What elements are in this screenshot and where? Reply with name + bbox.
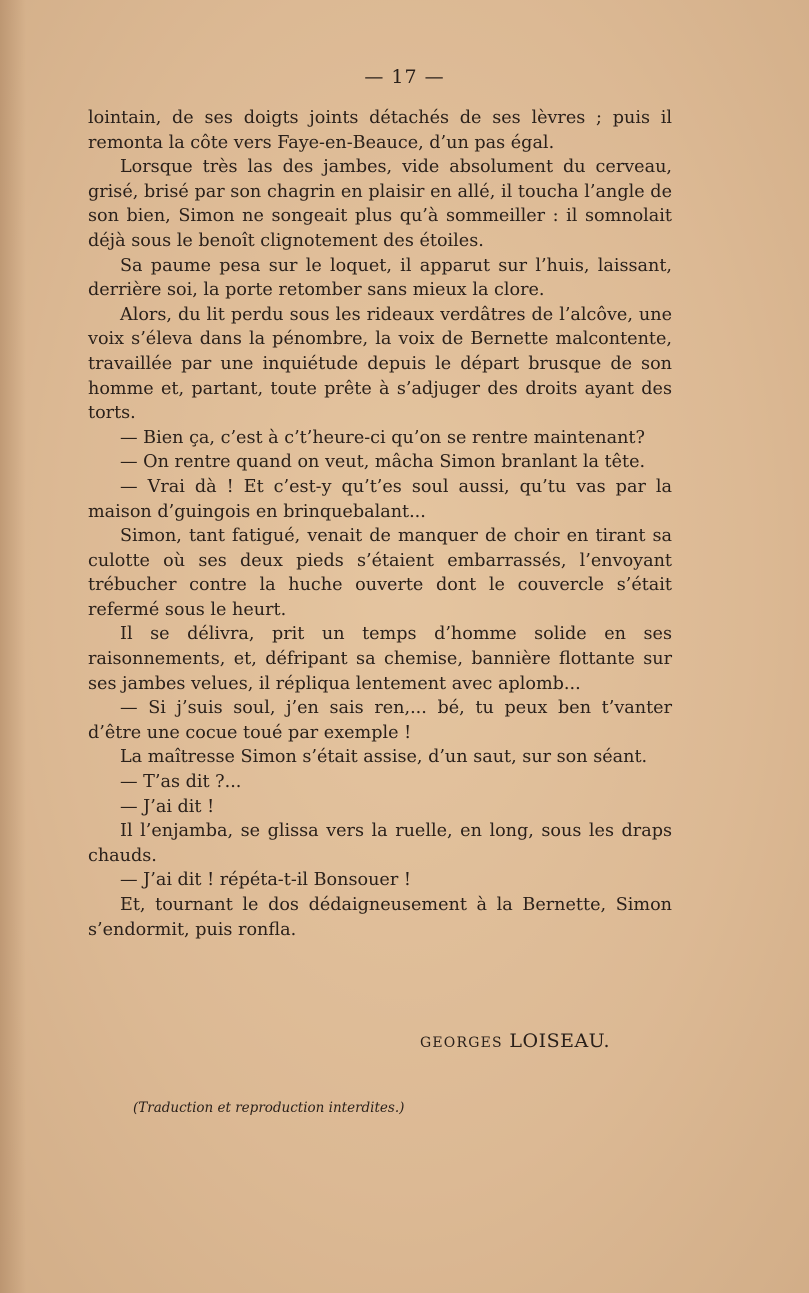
paragraph: Alors, du lit perdu sous les rideaux verdâtres de l’alcôve, une voix s’éleva dans la pénombre, la voix de Bernette malcontente, travaillée par une inquiétude depuis le départ brusque de son homme et, partant, toute prête à s’adjuger des droits ayant des torts.	[88, 304, 672, 424]
author-last-name: LOISEAU.	[509, 1030, 610, 1052]
paragraph: Et, tournant le dos dédaigneusement à la Bernette, Simon s’endormit, puis ronfla.	[88, 895, 672, 940]
dialogue-line: — Bien ça, c’est à c’t’heure-ci qu’on se rentre maintenant?	[120, 427, 645, 448]
dialogue-line: — T’as dit ?...	[120, 772, 242, 793]
dialogue-line: — J’ai dit !	[120, 796, 215, 817]
page-edge-shadow	[0, 0, 26, 1293]
dialogue-line: — Vrai dà ! Et c’est-y qu’t’es soul aussi, qu’tu vas par la maison d’guingois en brinquebalant...	[88, 476, 672, 522]
paragraph: Simon, tant fatigué, venait de manquer de choir en tirant sa culotte où ses deux pieds s’étaient embarrassés, l’envoyant trébucher contre la huche ouverte dont le couvercle s’était refermé sous le heurt.	[88, 526, 672, 620]
author-first-name: GEORGES	[420, 1035, 503, 1051]
dialogue-line: — Si j’suis soul, j’en sais ren,... bé, tu peux ben t’vanter d’être une cocue toué par exemple !	[88, 698, 672, 743]
paragraph: Il se délivra, prit un temps d’homme solide en ses raisonnements, et, défripant sa chemise, bannière flottante sur ses jambes velues, il répliqua lentement avec aplomb...	[88, 624, 672, 694]
paragraph: La maîtresse Simon s’était assise, d’un saut, sur son séant.	[120, 747, 648, 768]
paragraph: Sa paume pesa sur le loquet, il apparut sur l’huis, laissant, derrière soi, la porte retomber sans mieux la clore.	[88, 255, 672, 301]
body-text	[88, 106, 672, 942]
paragraph: lointain, de ses doigts joints détachés de ses lèvres ; puis il remonta la côte vers Faye-en-Beauce, d’un pas égal.	[88, 108, 672, 153]
paragraph: Lorsque très las des jambes, vide absolument du cerveau, grisé, brisé par son chagrin en plaisir en allé, il toucha l’angle de son bien, Simon ne songeait plus qu’à sommeiller : il somnolait déjà sous le benoît clignotement des étoiles.	[88, 157, 672, 251]
dialogue-line: — J’ai dit ! répéta-t-il Bonsouer !	[120, 870, 411, 891]
rights-note: (Traduction et reproduction interdites.)	[133, 1100, 405, 1116]
author-signature	[420, 1030, 610, 1052]
page-number: — 17 —	[364, 66, 445, 88]
dialogue-line: — On rentre quand on veut, mâcha Simon branlant la tête.	[120, 452, 646, 473]
paragraph: Il l’enjamba, se glissa vers la ruelle, en long, sous les draps chauds.	[88, 821, 672, 866]
